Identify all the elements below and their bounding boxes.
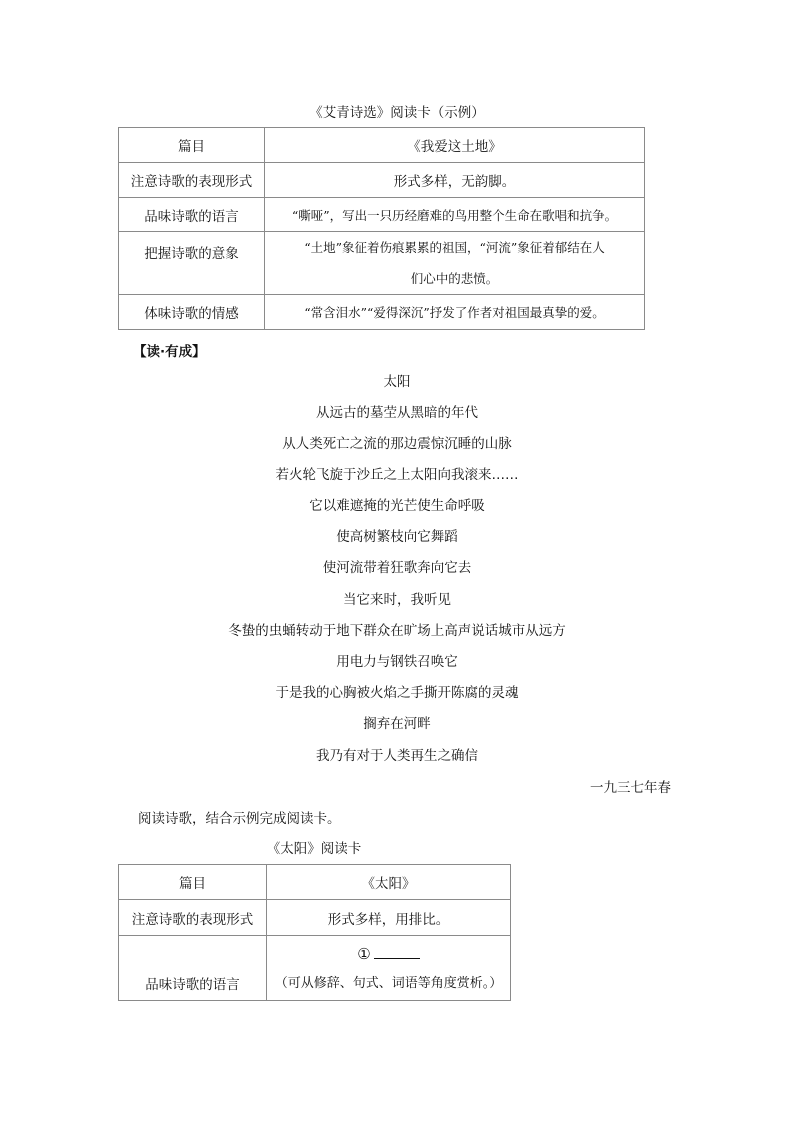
table-row bbox=[119, 900, 511, 936]
table-row bbox=[119, 936, 511, 1001]
card1-table bbox=[118, 127, 645, 330]
card1-title: 《艾青诗选》阅读卡（示例） bbox=[309, 105, 485, 121]
card1-label-title: 篇目 bbox=[119, 128, 265, 163]
answer-marker: ① bbox=[357, 944, 371, 963]
table-row bbox=[119, 163, 645, 198]
instruction-text: 阅读诗歌，结合示例完成阅读卡。 bbox=[138, 811, 341, 827]
card1-value-imagery bbox=[265, 232, 645, 295]
answer-blank-line bbox=[267, 939, 510, 970]
poem-line: 当它来时，我听见 bbox=[343, 592, 451, 608]
table-row bbox=[119, 232, 645, 295]
poem-line: 使高树繁枝向它舞蹈 bbox=[336, 529, 458, 545]
answer-blank[interactable] bbox=[374, 946, 420, 959]
section-heading: 【读·有成】 bbox=[133, 344, 206, 360]
card2-label-title: 篇目 bbox=[119, 865, 267, 900]
card1-value-language: “嘶哑”，写出一只历经磨难的鸟用整个生命在歌唱和抗争。 bbox=[265, 198, 645, 232]
card2-value-title: 《太阳》 bbox=[267, 865, 511, 900]
card1-label-imagery: 把握诗歌的意象 bbox=[119, 232, 265, 295]
card2-table bbox=[118, 864, 511, 1001]
poem-line: 使河流带着狂歌奔向它去 bbox=[322, 560, 472, 576]
poem-date: 一九三七年春 bbox=[590, 780, 671, 796]
card2-value-language bbox=[267, 936, 511, 1001]
poem-line: 于是我的心胸被火焰之手撕开陈腐的灵魂 bbox=[275, 685, 519, 701]
card1-value-form: 形式多样，无韵脚。 bbox=[265, 163, 645, 198]
card2-title: 《太阳》阅读卡 bbox=[266, 841, 362, 857]
poem-line: 若火轮飞旋于沙丘之上太阳向我滚来…… bbox=[275, 467, 519, 483]
poem-line: 它以难遮掩的光芒使生命呼吸 bbox=[309, 498, 485, 514]
card1-label-emotion: 体味诗歌的情感 bbox=[119, 295, 265, 330]
poem-title: 太阳 bbox=[383, 374, 411, 390]
card2-label-language: 品味诗歌的语言 bbox=[119, 936, 267, 1001]
table-row bbox=[119, 198, 645, 232]
poem-line: 我乃有对于人类再生之确信 bbox=[316, 748, 478, 764]
poem-line: 从人类死亡之流的那边震惊沉睡的山脉 bbox=[282, 436, 512, 452]
poem-line: 从远古的墓茔从黑暗的年代 bbox=[316, 405, 478, 421]
card1-label-form: 注意诗歌的表现形式 bbox=[119, 163, 265, 198]
card2-label-form: 注意诗歌的表现形式 bbox=[119, 900, 267, 936]
card1-imagery-line2: 们心中的悲愤。 bbox=[410, 271, 499, 286]
card1-value-emotion: “常含泪水”“爱得深沉”抒发了作者对祖国最真挚的爱。 bbox=[265, 295, 645, 330]
card1-value-title: 《我爱这土地》 bbox=[265, 128, 645, 163]
poem-line: 冬蛰的虫蛹转动于地下群众在旷场上高声说话城市从远方 bbox=[228, 623, 566, 639]
answer-hint: （可从修辞、句式、词语等角度赏析。） bbox=[274, 975, 503, 991]
table-row bbox=[119, 295, 645, 330]
card2-value-form: 形式多样，用排比。 bbox=[267, 900, 511, 936]
card1-imagery-line1: “土地”象征着伤痕累累的祖国，“河流”象征着郁结在人 bbox=[304, 240, 605, 255]
table-row bbox=[119, 128, 645, 163]
poem-line: 搁弃在河畔 bbox=[363, 716, 431, 732]
card1-label-language: 品味诗歌的语言 bbox=[119, 198, 265, 232]
table-row bbox=[119, 865, 511, 900]
poem-line: 用电力与钢铁召唤它 bbox=[336, 654, 458, 670]
